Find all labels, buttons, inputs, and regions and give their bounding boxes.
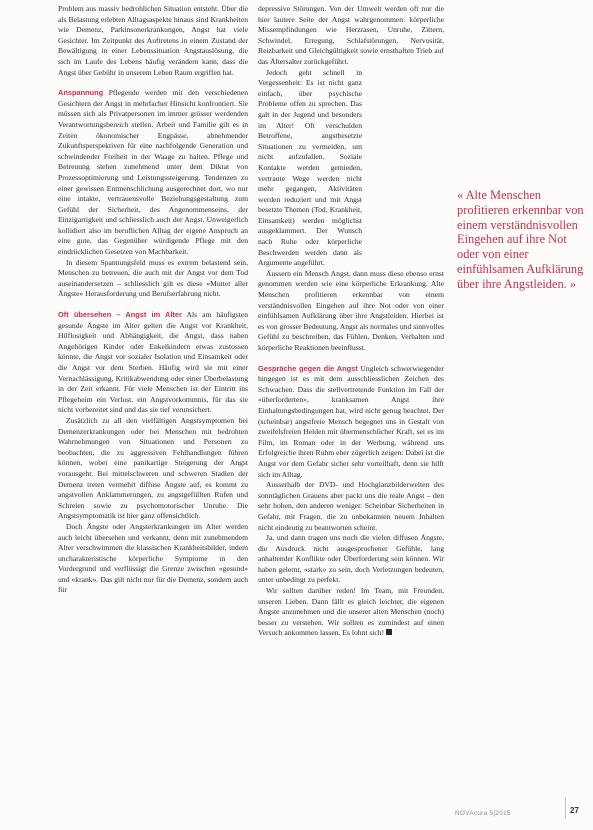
footer-magazine-label: NOVAcura 5|2015	[455, 810, 511, 817]
paragraph-col2-3: Äussern ein Mensch Angst, dann muss diese ebenso ernst genommen werden wie eine körperliche Erkrankung. Alte Menschen profitieren erkennbar von einem verständnisvollen Eingehen auf ihre Not oder von einer einfühlsamen Aufklärung über ihre Angstleiden. Hierbei ist es von grosser Bedeutung, Angst als normales und sinnvolles Gefühl zu beschreiben, das Fühlen, Denken, Verhalten und körperliche Reaktionen beeinflusst.	[258, 268, 444, 352]
paragraph-gespraeche-4: Wir sollten darüber reden! Im Team, mit Freunden, unseren Lieben. Dann fällt es gleich leichter, die eigenen Ängste anzunehmen und die unserer alten Menschen (noch) besser zu verstehen. Wir sollten es zumindest auf einen Versuch ankommen lassen. Es lohnt sich!	[258, 586, 444, 638]
pull-quote: « Alte Menschen profitieren erkennbar von einem verständnisvollen Eingehen auf ihre Not oder von einer einfühlsamen Aufklärung über ihre Angstleiden. »	[457, 188, 584, 291]
paragraph-col2-1: depressive Störungen. Von der Umwelt werden oft nur die hier lautere Seite der Angst wahrgenommen: körperliche Missempfindungen wie Herzrasen, Unruhe, Zittern, Schwindel, Erregung, Schlafstörungen, Nervosität, Reizbarkeit und Gleichgültigkeit sowie ernsthaften Trieb auf das Ältersalter zurückgeführt.	[258, 4, 444, 66]
paragraph-anspannung-2: In diesem Spannungsfeld muss es extrem belastend sein, Menschen zu betreuen, die auch mit der Angst vor dem Tod auseinandersetzen – schliesslich gilt es diese «Mutter aller Ängste» Herausforderung und Berufserfahrung nicht.	[58, 257, 248, 299]
text-column-left	[58, 4, 248, 796]
section-heading-angst-im-alter: Oft übersehen – Angst im Alter	[58, 310, 182, 320]
paragraph-col2-2: Jedoch geht schnell in Vergessenheit: Es ist nicht ganz einfach, über psychische Probleme offen zu sprechen. Das galt in der Jugend und besonders im Alter! Oft verschulden Betroffene, angstbesetzte Situationen zu vermeiden, um nicht aufzufallen. Soziale Kontakte werden gemieden, vertraute Wege werden nicht mehr gegangen, Aktivitäten werden reduziert und mit Angst besetzte Themen (Tod, Krankheit, Einsamkeit) werden möglichst ausgeklammert. Der Wunsch nach Ruhe oder körperliche Beschwerden werden dann als Argumente angeführt.	[258, 67, 362, 268]
paragraph-alter-2: Zusätzlich zu all den vielfältigen Angstsymptomen bei Demenzerkrankungen oder bei Menschen mit bedrohten Wahrnehmungen von Situationen und Personen zu beobachten, die zu aggressiven Fehlhandlungen führen können, wobei eine panikartige Steigerung der Angst vorausgeht. Bei mittelschweren und schweren Stadien der Demenz treten vermehrt diffuse Ängste auf, es kommt zu angstvollen Anklammerungen, zu angstgefüllten Rufen und Schreien sowie zu psychomotorischer Unruhe. Die Angstsymptomatik ist hier ganz offensichtlich.	[58, 415, 248, 521]
section-angst-im-alter	[58, 310, 248, 596]
paragraph-gespraeche-2: Ausserhalb der DVD- und Hochglanzbilderwelten des sonntäglichen Grauens aber packt uns die reale Angst – den sehr hohen, den anderen weniger. Scheinbar Sicherheiten in Gefahr, mit Fragen, die zu unbekannten neuem Inhalten nicht eindeutig zu beantworten scheint.	[258, 480, 444, 532]
section-anspannung	[58, 88, 248, 300]
page-number: 27	[570, 806, 579, 815]
section-heading-gespraeche: Gespräche gegen die Angst	[258, 363, 358, 373]
paragraph-intro: Problem aus massiv bedrohlichen Situation entsteht. Über die als Belastung erlebten Alltagsaspekte hinaus sind Krankheiten wie Demenz, Parkinsonerkrankungen, Angst hat viele Gesichter. Im Zeitpunkt des Auftretens in einem Zustand der Bewältigung in einer Lebenssituation Angstauslösung, die sich im Laufe des Lebens häufig verändern kann, dass die Angst über Gebühr in unserem Leben Raum ergriffen hat.	[58, 4, 248, 77]
paragraph-alter-1: Als am häufigsten gesunde Ängste im Alter gelten die Angst vor Krankheit, Hilflosigkeit und Abhängigkeit, die Angst, dass nahen Angehörigen Kinder oder Enkelkindern etwas zustossen könnte, die Angst vor sozialer Isolation und Einsamkeit oder die Angst vor dem Sterben. Häufig wird sie mit einer Vernachlässigung, Kritikabwendung oder einer Überbelastung in der Zeit erkannt. Für viele Menschen ist der Eintritt ins Pflegeheim ein Verlust, ein Angstvorkommnis, für das sie nicht vorbereitet sind und das sie tief verunsichert.	[58, 310, 248, 415]
paragraph-anspannung-1: Pflegende werden mit den verschiedenen Gesichtern der Angst in mehrfacher Hinsicht konfrontiert. Sie müssen sich als Privatpersonen im immer grösser werdenden Verantwortungsbereich stellen. Arbeit und Familie gilt es in Zeiten ökonomischer Engpässe, abnehmender Zukunftsperspektiven für eine nachfolgende Generation und schwindender Freiheit in der Waage zu halten. Pflege und Betreuung stehen zunehmend unter dem Diktat von Prozessoptimierung und Leistungssteigerung. Tendenzen zu einer gewissen Entmenschlichung ausgerechnet dort, wo nur eine intakte, vertrauensvolle Beziehungsgestaltung zum Gefühl der Sicherheit, des Angenommenseins, der Einzigartigkeit und schliesslich auch der Angst. Unweigerlich kollidiert also im beruflichen Alltag der eigene Anspruch an eine gute, das Gegenüber würdigende Pflege mit den eindrücklichen Gesetzen von Machbarkeit.	[58, 88, 248, 257]
paragraph-alter-3: Doch Ängste oder Angsterkrankungen im Alter werden auch leicht übersehen und verkannt, denn mit zunehmendem Alter verschwimmen die klassischen Krankheitsbilder, indem uncharakteristische körperliche Symptome in den Vordergrund und verflüssigt die Grenze zwischen «gesund» und «krank». Das gilt nicht nur für die Demenz, sondern auch für	[58, 521, 248, 595]
end-of-article-mark	[386, 629, 392, 635]
section-gespraeche	[258, 364, 444, 639]
text-column-right	[258, 4, 444, 796]
footer-divider	[565, 798, 566, 818]
paragraph-gespraeche-1: Ungleich schwerwiegender hingegen ist es mit dem ausschliesslichen Zeichen des Schwachen. Dass die stellvertretende Funktion im Fall der «überforderten», kranksamen Angst ihre Einhaltungsbedingungen hat, wird nicht genug beachtet. Der (scheinbar) angstfreie Mensch begegnet uns in Gestalt von zweifelsfreien Helden mit übermenschlicher Kraft, sei es im Film, im Roman oder in der Werbung, während uns Erfolgreiche ihren Ruhm eher zögerlich zeigen: Dabei ist die Angst vor dem Gefahr sicher sehr vorteilhaft, denn sie hilft sich im Alltag.	[258, 363, 444, 479]
paragraph-gespraeche-3: Ja, und dann tragen uns noch die vielen diffusen Ängste, die Ausdruck nicht ausgesprochener Gefühle, lang anhaltender Konflikte oder Überforderung sein können. Wir haben gelernt, «stark» zu sein, doch Verletzungen bedeuten, unter unbedingt zu perfekt.	[258, 533, 444, 585]
section-heading-anspannung: Anspannung	[58, 88, 104, 98]
